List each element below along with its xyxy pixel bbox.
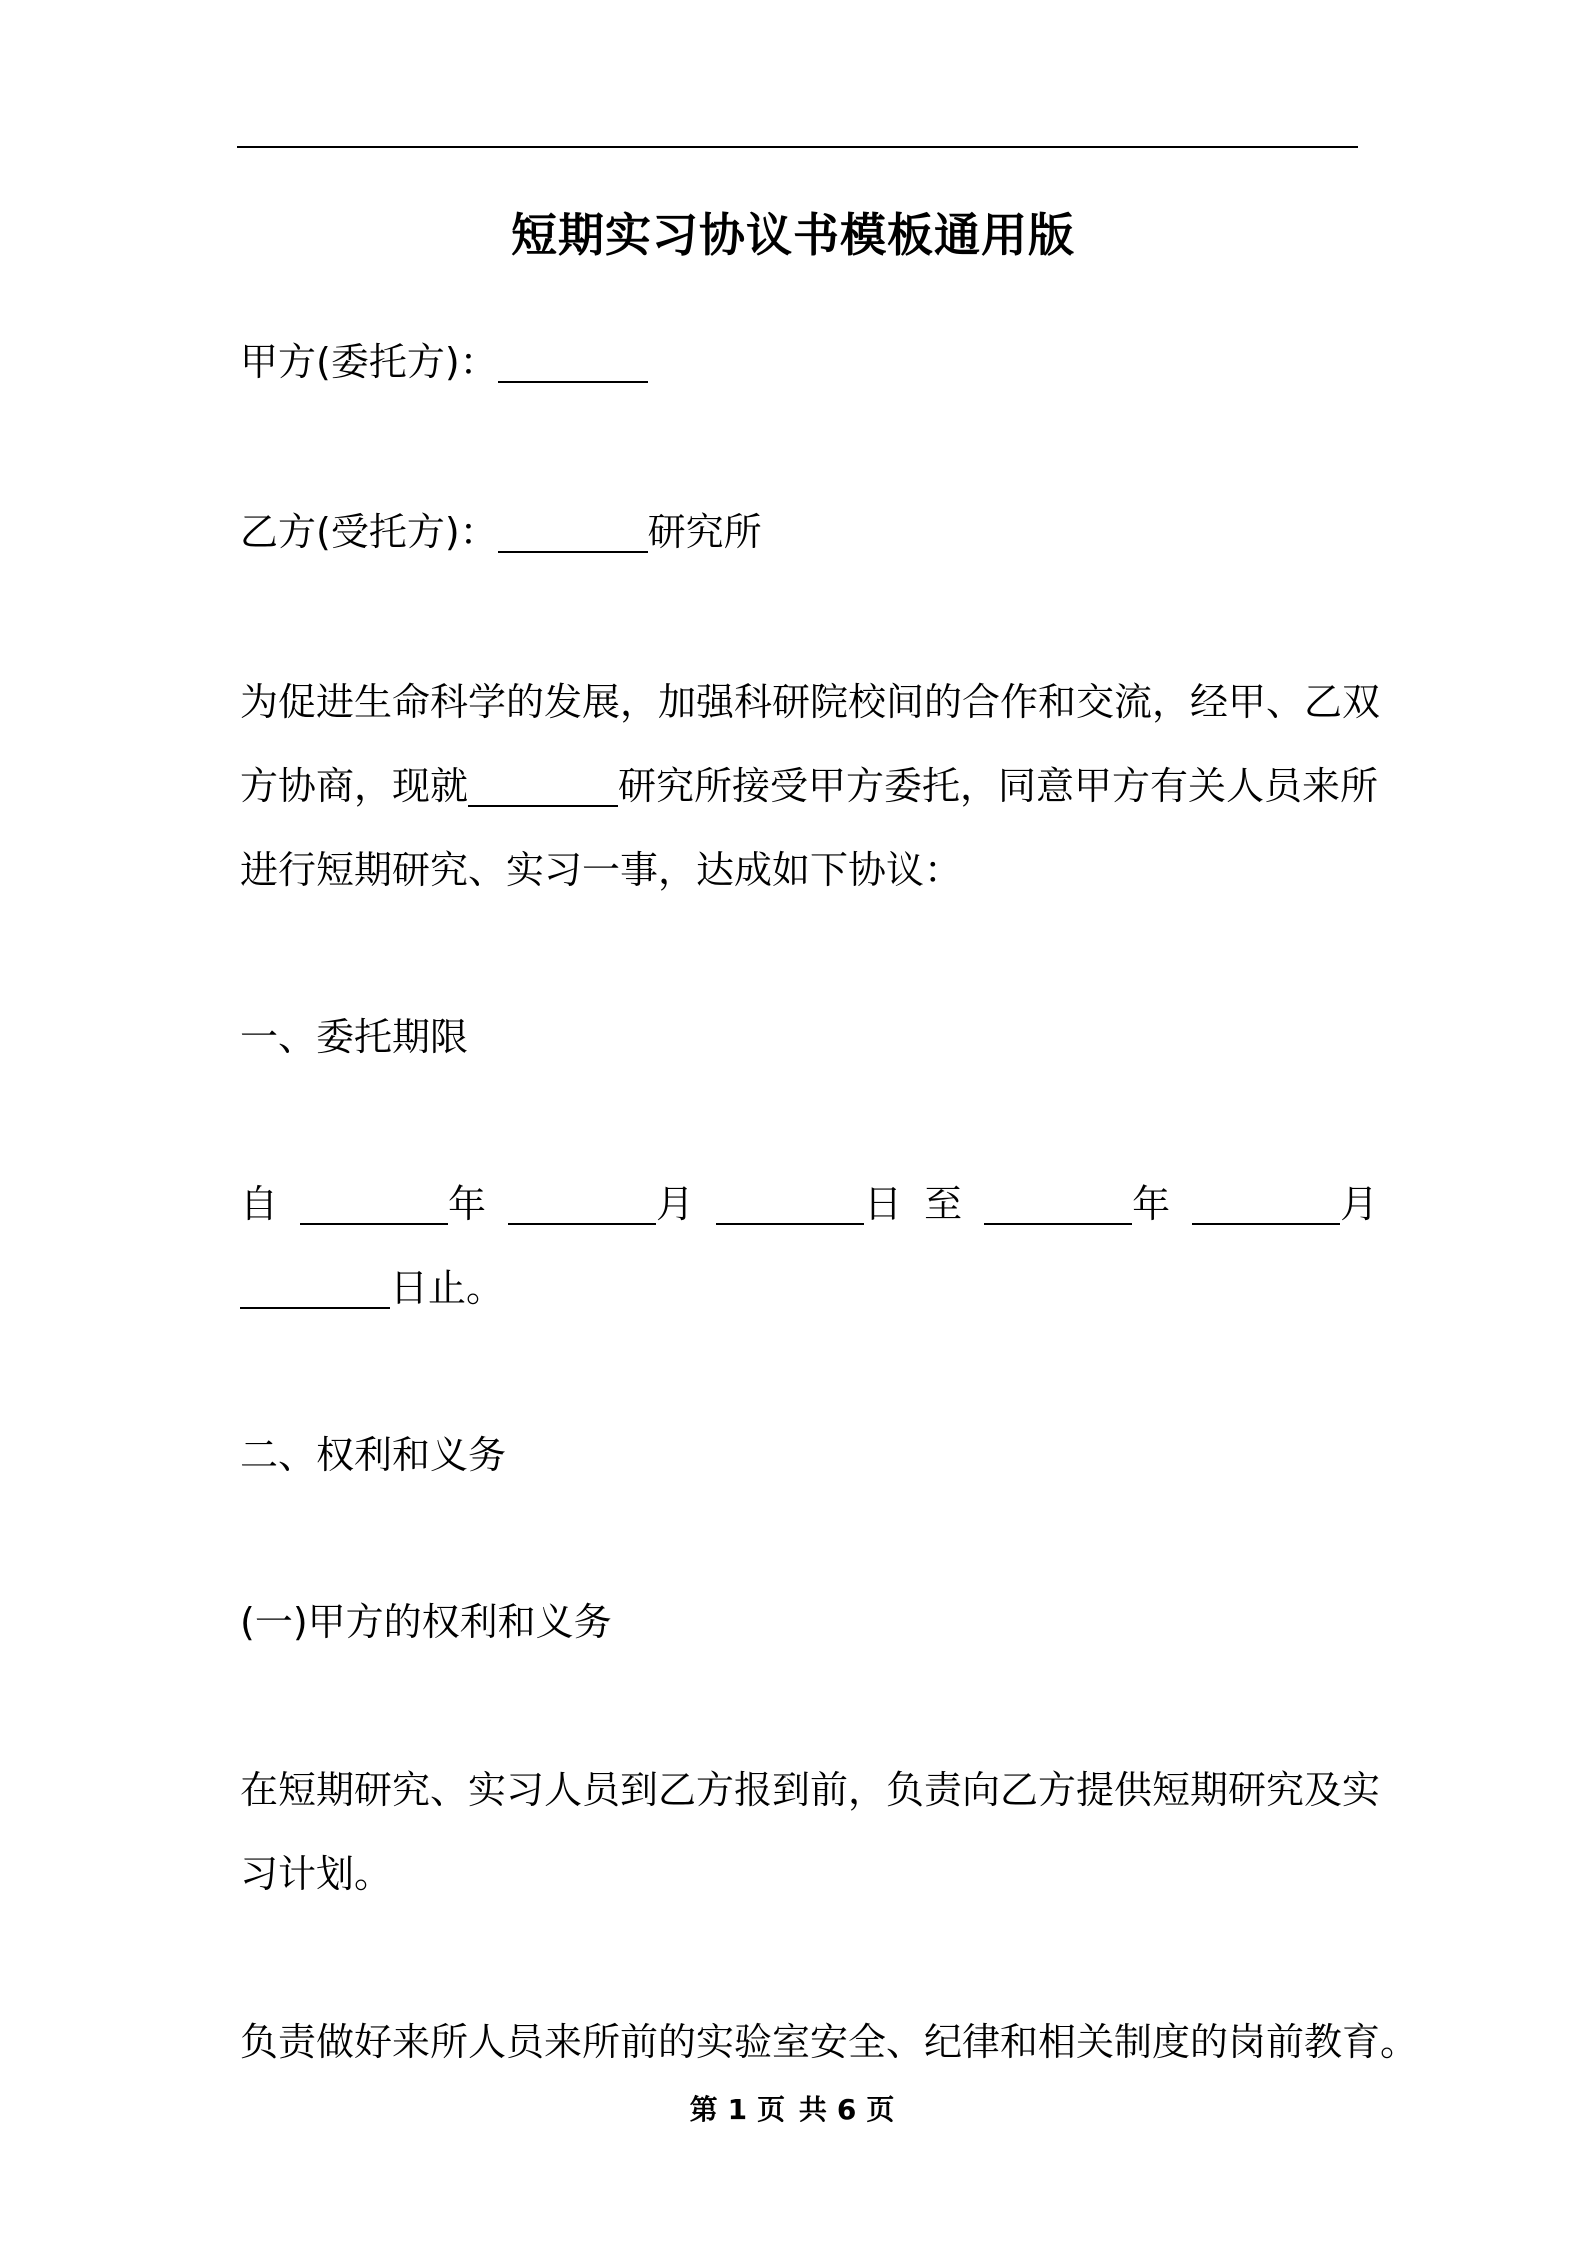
party-b-blank [498,507,648,553]
party-a-line [240,320,648,404]
intro-line-2 [240,744,1378,828]
party-b-suffix: 研究所 [647,510,762,554]
clause-2-line-1: 负责做好来所人员来所前的实验室安全、纪律和相关制度的岗前教育。 [240,2020,1419,2064]
date-from-label: 自 [240,1182,279,1226]
start-year-blank [300,1179,448,1225]
start-day-label: 日 [864,1182,903,1226]
header-divider [237,146,1358,148]
intro-line-1: 为促进生命科学的发展，加强科研院校间的合作和交流，经甲、乙双 [240,680,1381,724]
end-month-blank [1192,1179,1340,1225]
footer-label-pages: 页 [866,2093,897,2126]
section-1-heading: 一、委托期限 [240,1015,469,1059]
footer-current-page: 1 [727,2093,750,2126]
start-day-blank [716,1179,864,1225]
footer-total-pages: 6 [836,2093,859,2126]
intro-line-2-start: 方协商，现就 [240,764,469,808]
end-year-blank [984,1179,1132,1225]
subsection-1-heading: (一)甲方的权利和义务 [240,1600,612,1644]
date-range-line-2 [240,1246,504,1330]
date-to-label: 至 [924,1182,963,1226]
section-2-heading: 二、权利和义务 [240,1433,507,1477]
end-year-label: 年 [1132,1182,1171,1226]
clause-1-line-2: 习计划。 [240,1852,393,1896]
start-month-blank [508,1179,656,1225]
intro-line-2-end: 研究所接受甲方委托，同意甲方有关人员来所 [618,764,1379,808]
footer-label-page: 第 [689,2093,720,2126]
party-a-label: 甲方(委托方)： [240,340,498,384]
start-year-label: 年 [448,1182,487,1226]
party-b-label: 乙方(受托方)： [240,510,498,554]
party-a-blank [498,337,648,383]
start-month-label: 月 [656,1182,695,1226]
date-end-label: 日止。 [390,1266,505,1310]
document-title: 短期实习协议书模板通用版 [511,208,1075,262]
intro-line-3: 进行短期研究、实习一事，达成如下协议： [240,848,963,892]
clause-1-line-1: 在短期研究、实习人员到乙方报到前，负责向乙方提供短期研究及实 [240,1768,1381,1812]
end-month-label: 月 [1340,1182,1379,1226]
institute-name-blank [468,761,618,807]
party-b-line [240,490,762,574]
footer-label-of: 页 共 [757,2093,829,2126]
page-footer [0,2090,1586,2130]
date-range-line-1 [240,1162,1378,1246]
end-day-blank [240,1263,390,1309]
